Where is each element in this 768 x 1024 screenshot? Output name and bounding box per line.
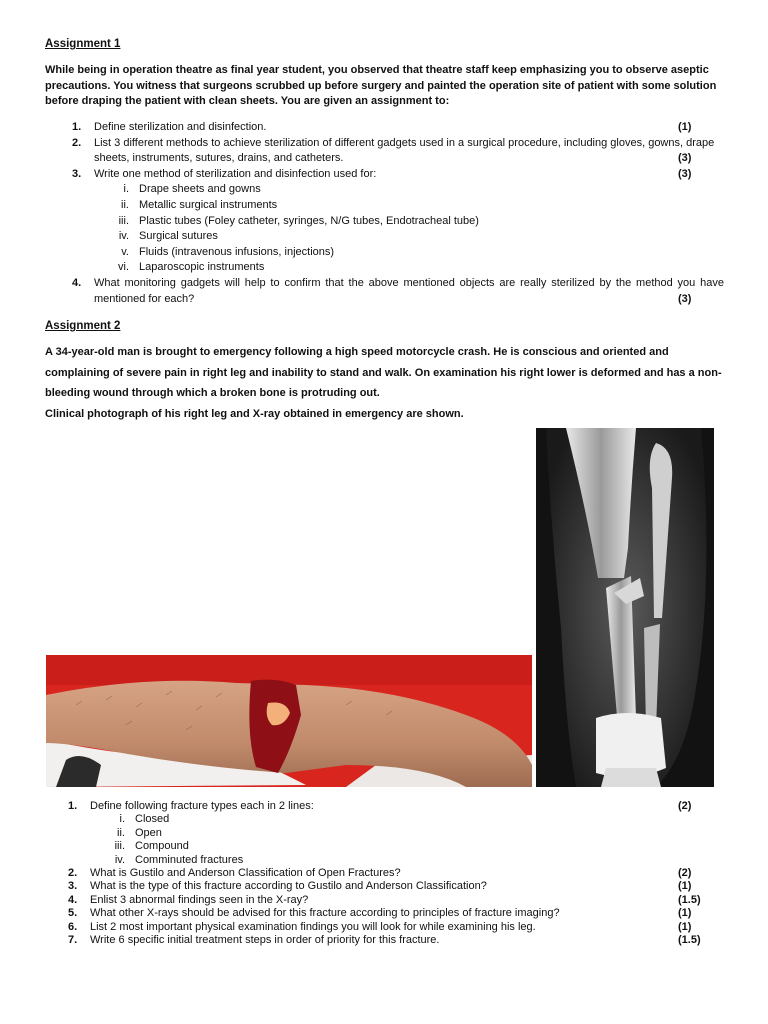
question-item xyxy=(72,276,724,307)
question-item xyxy=(68,893,710,907)
sub-question-text: Metallic surgical instruments xyxy=(139,198,278,211)
sub-question-item xyxy=(121,198,724,214)
sub-question-number: iii. xyxy=(114,840,125,853)
assignment-2-intro: A 34-year-old man is brought to emergency following a high speed motorcycle crash. He is conscious and oriented and complaining of severe pain in right leg and inability to stand and walk. On examination his right lower is deformed and has a non-bleeding wound through which a broken bone is protruding out. xyxy=(45,346,722,399)
sub-question-item xyxy=(123,182,724,198)
assignment-2-intro-2: Clinical photograph of his right leg and X-ray obtained in emergency are shown. xyxy=(45,408,464,420)
question-marks: (1.5) xyxy=(678,893,701,906)
question-text: Enlist 3 abnormal findings seen in the X-ray? xyxy=(90,893,309,906)
sub-question-number: vi. xyxy=(118,261,129,274)
question-marks: (1) xyxy=(678,880,692,893)
question-item xyxy=(72,136,724,167)
sub-question-number: i. xyxy=(119,813,125,826)
sub-question-text: Drape sheets and gowns xyxy=(139,183,261,196)
sub-question-number: i. xyxy=(123,183,129,196)
question-number: 5. xyxy=(68,907,78,920)
assignment-1-intro: While being in operation theatre as final year student, you observed that theatre staff keep emphasizing you to observe aseptic precautions. You witness that surgeons scrubbed up before surgery and painted the operation site of patient with some solution before draping the patient with clean sheets. You are given an assignment to: xyxy=(45,64,717,107)
clinical-photograph xyxy=(46,655,532,787)
question-number: 6. xyxy=(68,920,78,933)
assignment-2-questions xyxy=(68,800,710,947)
question-marks: (2) xyxy=(678,867,692,880)
sub-question-item xyxy=(118,229,724,245)
question-text: What other X-rays should be advised for this fracture according to principles of fracture imaging? xyxy=(90,907,560,920)
question-text: What is Gustilo and Anderson Classification of Open Fractures? xyxy=(90,867,401,880)
question-text: Write 6 specific initial treatment steps in order of priority for this fracture. xyxy=(90,934,440,947)
question-item xyxy=(72,167,724,276)
question-item xyxy=(68,880,710,893)
question-text: List 3 different methods to achieve sterilization of different gadgets used in a surgical procedure, including gloves, gowns, drape sheets, instruments, sutures, drains, and catheters. xyxy=(94,136,715,165)
question-item xyxy=(68,920,710,934)
question-marks: (3) xyxy=(678,167,692,180)
sub-question-number: iv. xyxy=(118,230,129,243)
sub-question-number: ii. xyxy=(121,198,129,211)
question-item xyxy=(68,867,710,880)
question-text: Define sterilization and disinfection. xyxy=(94,121,267,133)
question-text: Define following fracture types each in 2 lines: xyxy=(90,800,314,812)
question-number: 2. xyxy=(68,867,78,880)
sub-question-item xyxy=(114,853,710,867)
sub-question-number: v. xyxy=(121,245,129,258)
sub-question-text: Compound xyxy=(135,840,189,853)
sub-question-item xyxy=(118,214,724,230)
sub-question-list xyxy=(90,813,710,867)
question-text: What monitoring gadgets will help to confirm that the above mentioned objects are really sterilized by the method you have mentioned for each? xyxy=(94,276,724,305)
sub-question-item xyxy=(121,245,724,261)
question-text: What is the type of this fracture according to Gustilo and Anderson Classification? xyxy=(90,880,487,893)
sub-question-item xyxy=(119,813,710,826)
question-item xyxy=(68,800,710,867)
question-marks: (3) xyxy=(678,152,692,165)
question-number: 1. xyxy=(72,121,82,133)
question-text: Write one method of sterilization and disinfection used for: xyxy=(94,167,377,180)
sub-question-item xyxy=(118,260,724,276)
question-item xyxy=(68,907,710,920)
question-marks: (2) xyxy=(678,800,692,812)
question-item xyxy=(68,934,710,947)
question-number: 3. xyxy=(72,167,82,180)
assignment-1-heading: Assignment 1 xyxy=(45,38,121,50)
question-text: List 2 most important physical examination findings you will look for while examining his leg. xyxy=(90,920,536,933)
sub-question-text: Surgical sutures xyxy=(139,230,218,243)
sub-question-item xyxy=(117,826,710,840)
sub-question-item xyxy=(114,840,710,853)
leg-wound-image xyxy=(46,655,532,787)
question-number: 7. xyxy=(68,934,78,947)
sub-question-list xyxy=(94,182,724,276)
question-marks: (3) xyxy=(678,292,692,305)
assignment-1-questions xyxy=(72,120,724,307)
sub-question-number: ii. xyxy=(117,826,125,839)
question-marks: (1.5) xyxy=(678,934,701,947)
question-marks: (1) xyxy=(678,920,692,933)
question-number: 2. xyxy=(72,136,82,149)
sub-question-text: Comminuted fractures xyxy=(135,853,244,866)
question-number: 3. xyxy=(68,880,78,893)
leg-xray-image xyxy=(536,428,714,787)
sub-question-text: Plastic tubes (Foley catheter, syringes, N/G tubes, Endotracheal tube) xyxy=(139,214,479,227)
sub-question-text: Open xyxy=(135,826,162,839)
question-number: 4. xyxy=(68,893,78,906)
question-number: 4. xyxy=(72,276,82,289)
question-number: 1. xyxy=(68,800,78,812)
sub-question-number: iii. xyxy=(118,214,129,227)
question-marks: (1) xyxy=(678,121,692,133)
question-marks: (1) xyxy=(678,907,692,920)
sub-question-text: Laparoscopic instruments xyxy=(139,261,265,274)
xray-image xyxy=(536,428,714,787)
assignment-2-heading: Assignment 2 xyxy=(45,320,121,332)
sub-question-text: Fluids (intravenous infusions, injections) xyxy=(139,245,335,258)
sub-question-text: Closed xyxy=(135,813,170,826)
question-item xyxy=(72,120,724,136)
sub-question-number: iv. xyxy=(114,853,125,866)
